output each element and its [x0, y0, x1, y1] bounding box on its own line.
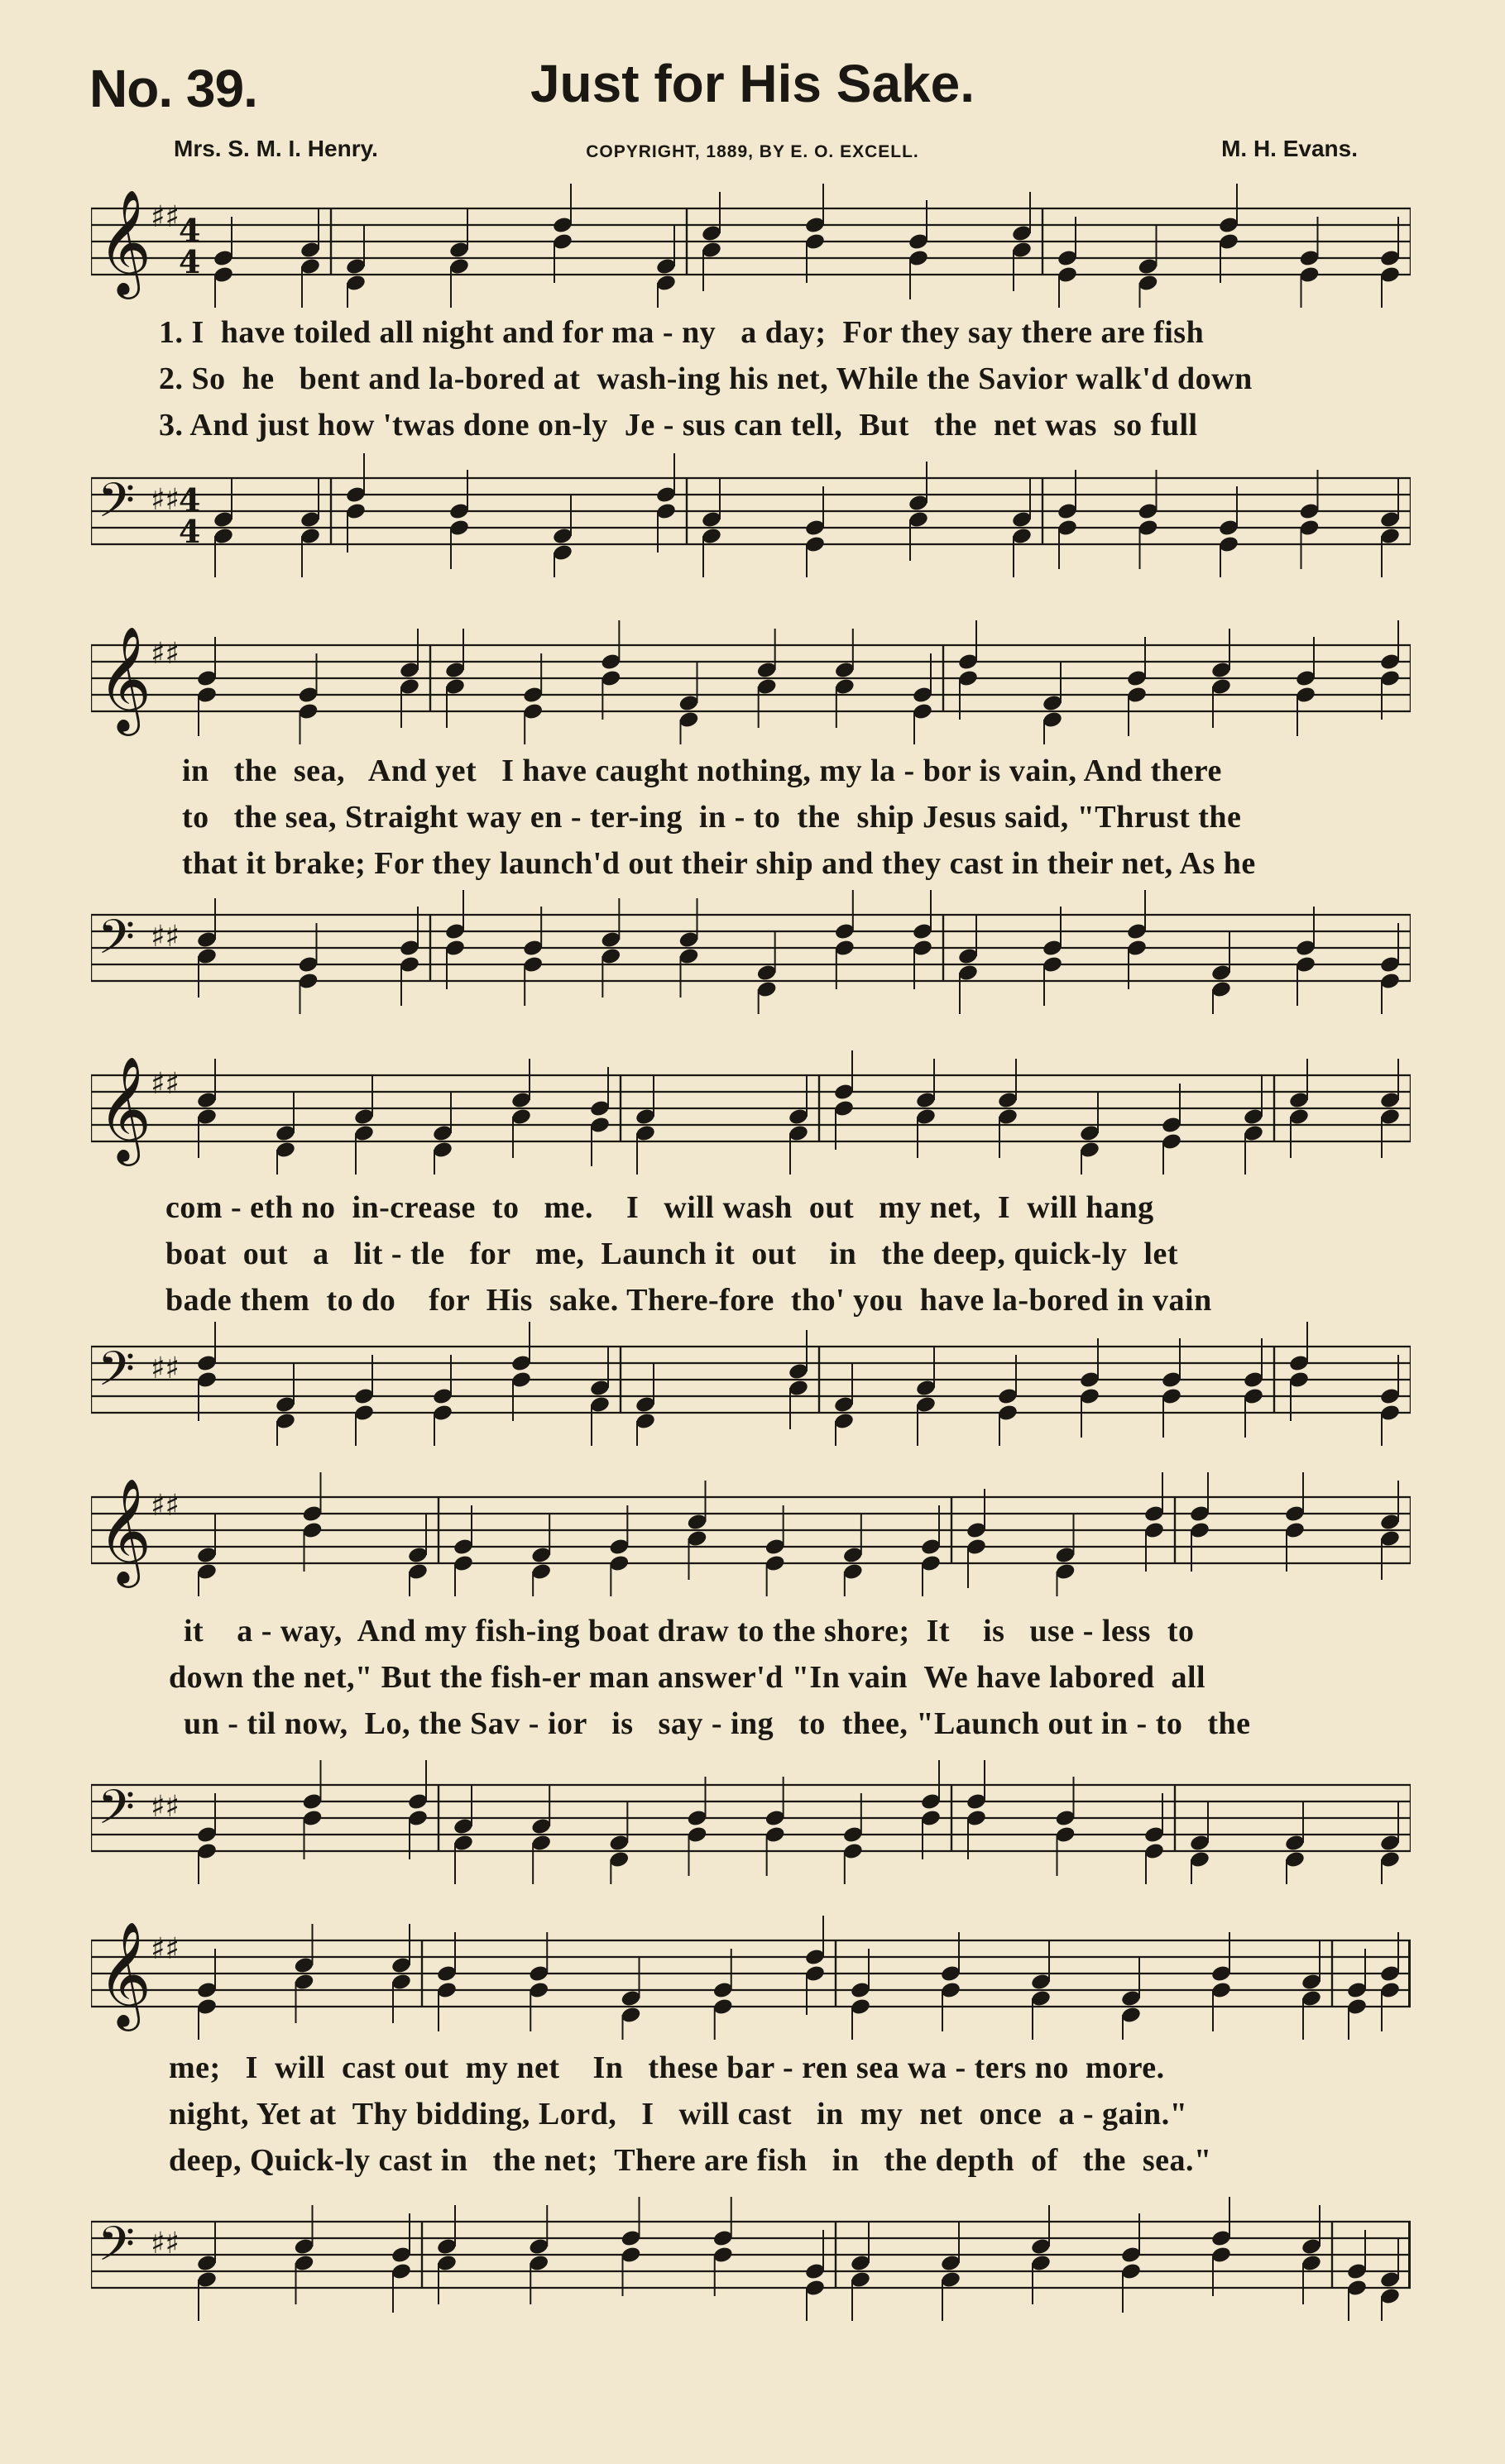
bass-clef-icon: 𝄢 [98, 1779, 136, 1847]
time-signature-icon: 4 [179, 513, 201, 550]
lyric-line: 1. I have toiled all night and for ma - ny a day; For they say there are fish [159, 315, 1205, 350]
treble-staff-2 [91, 620, 1411, 744]
treble-staff-4 [91, 1472, 1411, 1596]
key-signature-icon: ♯♯ [151, 2227, 180, 2261]
bass-staff-3 [91, 1322, 1411, 1446]
key-signature-icon: ♯♯ [151, 1932, 180, 1966]
treble-clef-icon: 𝄞 [98, 1055, 152, 1161]
lyricist-credit: Mrs. S. M. I. Henry. [174, 136, 378, 161]
key-signature-icon: ♯♯ [151, 1489, 180, 1523]
lyric-line: that it brake; For they launch'd out their ship and they cast in their net, As he [182, 846, 1256, 881]
bass-staff-5 [91, 2197, 1411, 2321]
key-signature-icon: ♯♯ [151, 1790, 180, 1824]
lyric-line: un - til now, Lo, the Sav - ior is say - ing to thee, "Launch out in - to the [184, 1706, 1251, 1741]
treble-clef-icon: 𝄞 [98, 189, 152, 294]
treble-staff-1 [91, 184, 1411, 308]
lyric-line: boat out a lit - tle for me, Launch it out in the deep, quick-ly let [165, 1237, 1179, 1271]
bass-clef-icon: 𝄢 [98, 472, 136, 540]
lyric-line: 3. And just how 'twas done on-ly Je - sus can tell, But the net was so full [159, 408, 1198, 443]
key-signature-icon: ♯♯ [151, 200, 180, 234]
lyric-line: to the sea, Straight way en - ter-ing in - to the ship Jesus said, "Thrust the [182, 800, 1242, 835]
lyric-line: night, Yet at Thy bidding, Lord, I will cast in my net once a - gain." [169, 2097, 1188, 2131]
hymn-number: No. 39. [89, 59, 257, 118]
lyric-line: 2. So he bent and la-bored at wash-ing his net, While the Savior walk'd down [159, 361, 1253, 396]
time-signature-icon: 4 [179, 243, 201, 280]
treble-staff-lines [91, 1497, 1411, 1563]
bass-staff-lines [91, 915, 1411, 981]
bass-staff-lines [91, 1785, 1411, 1851]
hymn-title: Just for His Sake. [530, 54, 975, 113]
composer-credit: M. H. Evans. [1221, 136, 1358, 161]
lyric-line: it a - way, And my fish-ing boat draw to the shore; It is use - less to [184, 1614, 1195, 1648]
copyright-notice: COPYRIGHT, 1889, BY E. O. EXCELL. [586, 142, 919, 161]
lyric-line: down the net," But the fish-er man answer'd "In vain We have labored all [169, 1660, 1206, 1695]
key-signature-icon: ♯♯ [151, 920, 180, 954]
key-signature-icon: ♯♯ [151, 637, 180, 671]
lyric-line: com - eth no in-crease to me. I will wash out my net, I will hang [165, 1190, 1154, 1225]
key-signature-icon: ♯♯ [151, 1352, 180, 1385]
key-signature-icon: ♯♯ [151, 1067, 180, 1101]
treble-clef-icon: 𝄞 [98, 1921, 152, 2026]
bass-staff-lines [91, 478, 1411, 544]
treble-clef-icon: 𝄞 [98, 1477, 152, 1583]
lyric-line: deep, Quick-ly cast in the net; There are fish in the depth of the sea." [169, 2143, 1212, 2178]
key-signature-icon: ♯♯ [151, 483, 180, 517]
treble-clef-icon: 𝄞 [98, 625, 152, 731]
lyric-line: me; I will cast out my net In these bar - ren sea wa - ters no more. [169, 2050, 1165, 2085]
bass-clef-icon: 𝄢 [98, 909, 136, 977]
bass-staff-4 [91, 1760, 1411, 1884]
lyric-line: bade them to do for His sake. There-fore tho' you have la-bored in vain [165, 1283, 1212, 1318]
bass-clef-icon: 𝄢 [98, 2216, 136, 2284]
time-signature-icon: 4 [179, 481, 201, 519]
treble-staff-lines [91, 208, 1411, 275]
treble-staff-3 [91, 1050, 1411, 1175]
bass-staff-1 [91, 453, 1411, 577]
bass-staff-2 [91, 890, 1411, 1014]
lyric-line: in the sea, And yet I have caught nothing, my la - bor is vain, And there [182, 754, 1222, 788]
treble-staff-5 [91, 1916, 1411, 2040]
bass-clef-icon: 𝄢 [98, 1341, 136, 1409]
time-signature-icon: 4 [179, 212, 201, 249]
